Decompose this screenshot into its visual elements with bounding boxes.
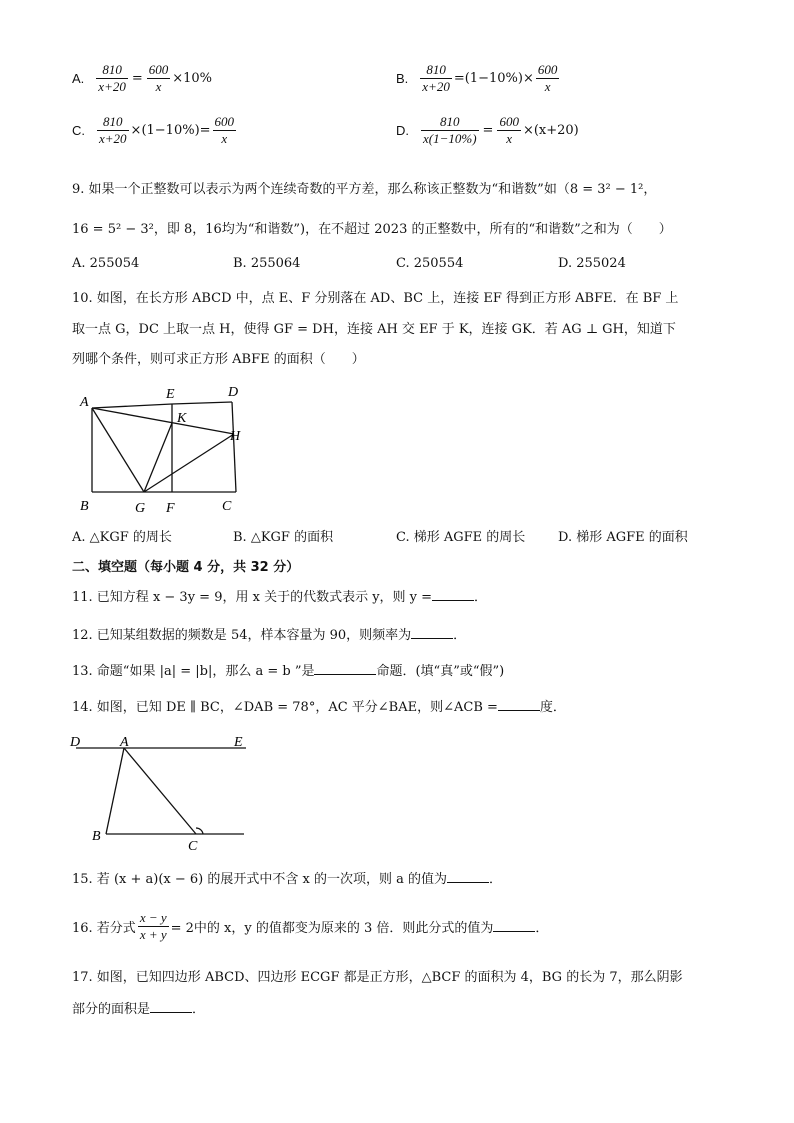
q9-line-2: 16 = 5² − 3²，即 8，16均为“和谐数”)，在不超过 2023 的正整数中，所有的“和谐数”之和为（ ） [72,222,672,237]
q8-option-a: A. $\frac{810}{x+20}$ = $\frac{600}{x}$ ×10% [72,62,213,94]
fraction: $\frac{810}{x(1-10\%)}$ [423,114,477,146]
label-d: D [228,385,239,400]
segment-ab [106,748,124,834]
label-b: B [92,829,101,844]
label-a: A [80,395,89,410]
q10-option-d: D. 梯形 AGFE 的面积 [558,530,688,545]
option-tail: ×10% [172,71,213,86]
q10-option-c: C. 梯形 AGFE 的周长 [396,530,526,545]
angle-mark-c [196,828,203,834]
section-title: 二、填空题（每小题 4 分，共 32 分） [72,560,300,575]
option-tail: ×(x+20) [522,123,579,138]
label-k: K [177,411,187,426]
q9-option-a: A. 255054 [72,256,140,271]
q8-option-b [396,62,561,95]
answer-blank [150,1012,192,1013]
fraction: $\frac{810}{x+20}$ [98,62,126,94]
label-f: F [166,501,175,516]
question-13: 13. 命题“如果 |a| = |b|，那么 a = b ”是 命题．(填“真”或“假”) [72,664,505,679]
option-label: C. [72,123,85,138]
answer-blank [411,638,453,639]
q9-option-d: D. 255024 [558,256,626,271]
segment-ag [92,408,144,492]
question-12: 12. 已知某组数据的频数是 54，样本容量为 90，则频率为 ． [72,628,467,643]
q9-option-c: C. 250554 [396,256,464,271]
fraction: $\frac{600}{x}$ [214,114,235,146]
q9-line-1: 9. 如果一个正整数可以表示为两个连续奇数的平方差，那么称该正整数为“和谐数”如（8 = 3² − 1²， [72,182,657,197]
label-d: D [70,735,81,750]
answer-blank [493,931,535,932]
fraction: $\frac{600}{x}$ [148,62,169,94]
q10-option-b: B. △KGF 的面积 [233,530,334,545]
q8-option-c [72,114,238,147]
q8-option-d: D. $\frac{810}{x(1-10\%)}$ = $\frac{600}{x}$ ×(x+20) [396,114,579,146]
segment-gk [144,423,172,492]
fraction: $\frac{600}{x}$ [537,62,558,94]
segment-ah [92,408,234,434]
label-h: H [230,429,241,444]
option-mid: =(1−10%)× [453,71,534,86]
label-c: C [188,839,198,854]
label-c: C [222,499,232,514]
option-label: A. [72,71,85,86]
q17-line-2: 部分的面积是 ． [72,1002,206,1017]
q10-line-3: 列哪个条件，则可求正方形 ABFE 的面积（ ） [72,352,365,367]
question-16: 16. 若分式 $\frac{x - y}{x + y}$ = 2中的 x，y 的值都变为原来的 3 倍．则此分式的值为 ． [72,910,549,942]
question-14: 14. 如图，已知 DE ∥ BC，∠DAB = 78°，AC 平分∠BAE，则∠ACB = 度． [72,700,566,715]
q9-option-b: B. 255064 [233,256,301,271]
edge-dc [232,402,236,492]
segment-ac [124,748,196,834]
answer-blank [498,710,540,711]
label-b: B [80,499,89,514]
q10-line-2: 取一点 G，DC 上取一点 H，使得 GF = DH，连接 AH 交 EF 于 K，连接 GK．若 AG ⊥ GH，知道下 [72,322,676,337]
label-g: G [135,501,146,516]
fraction: $\frac{810}{x+20}$ [99,114,127,146]
answer-blank [432,600,474,601]
question-11: 11. 已知方程 x − 3y = 9，用 x 关于的代数式表示 y，则 y = ． [72,590,488,605]
label-a: A [120,735,129,750]
answer-blank [447,882,489,883]
option-label: B. [396,71,409,86]
option-label: D. [396,123,409,138]
label-e: E [166,387,175,402]
option-mid: ×(1−10%)= [130,123,211,138]
fraction: $\frac{810}{x+20}$ [422,62,450,94]
q10-line-1: 10. 如图，在长方形 ABCD 中，点 E、F 分别落在 AD、BC 上，连接 EF 得到正方形 ABFE．在 BF 上 [72,291,679,306]
fraction: $\frac{x - y}{x + y}$ [139,910,167,942]
segment-gh [144,434,234,492]
top-edge-ad [92,402,232,408]
question-15: 15. 若 (x + a)(x − 6) 的展开式中不含 x 的一次项，则 a 的值为 ． [72,872,502,887]
label-e: E [234,735,243,750]
q14-figure [68,728,258,854]
q10-figure [72,380,262,520]
q10-option-a: A. △KGF 的周长 [72,530,172,545]
fraction: $\frac{600}{x}$ [499,114,519,146]
answer-blank [314,674,376,675]
q17-line-1: 17. 如图，已知四边形 ABCD、四边形 ECGF 都是正方形，△BCF 的面积为 4，BG 的长为 7，那么阴影 [72,970,683,985]
